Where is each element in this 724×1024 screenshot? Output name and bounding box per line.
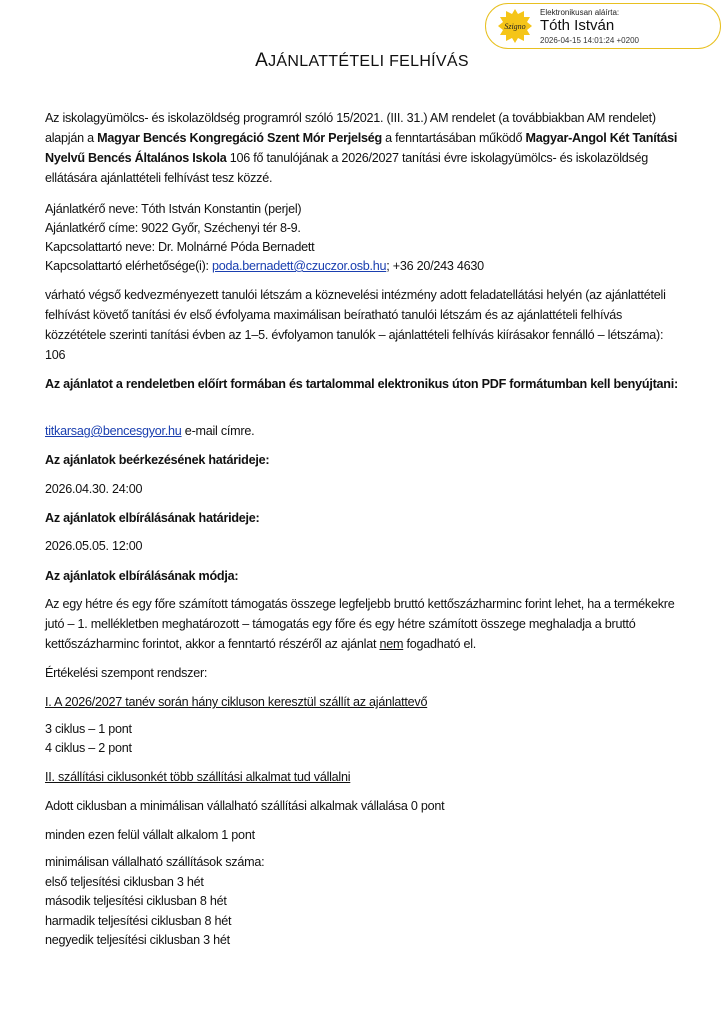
- submission-email-link[interactable]: titkarsag@bencesgyor.hu: [45, 424, 182, 438]
- electronic-signature-badge: [485, 3, 721, 49]
- deadline-heading: Az ajánlatok beérkezésének határideje:: [45, 453, 270, 467]
- contact-person: Kapcsolattartó neve: Dr. Molnárné Póda Bernadett: [45, 240, 315, 254]
- evaluation-deadline-heading: Az ajánlatok elbírálásának határideje:: [45, 511, 260, 525]
- criterion-1-title: I. A 2026/2027 tanév során hány cikluson keresztül szállít az ajánlattevő: [45, 695, 428, 709]
- contact-email-link[interactable]: poda.bernadett@czuczor.osb.hu: [212, 259, 387, 273]
- document-title: AJÁNLATTÉTELI FELHÍVÁS: [255, 50, 469, 71]
- evaluation-method-paragraph: Az egy hétre és egy főre számított támogatás összege legfeljebb bruttó kettőszázharminc forint lehet, ha a termékekre jutó – 1. mellékletben meghatározott – támogatás egy főre és egy hétre számított összege meghaladja a bruttó kettőszázharminc forintot, akkor a fenntartó részéről az ajánlat nem fogadható el.: [45, 597, 675, 651]
- deadline-value: 2026.04.30. 24:00: [45, 482, 143, 496]
- intro-paragraph: Az iskolagyümölcs- és iskolazöldség programról szóló 15/2021. (III. 31.) AM rendelet (a továbbiakban AM rendelet) alapján a Magyar Bencés Kongregáció Szent Mór Perjelség a fenntartásában működő Magyar-Angol Két Tanítási Nyelvű Bencés Általános Iskola 106 fő tanulójának a 2026/2027 tanítási évre iskolagyümölcs- és iskolazöldség ellátására ajánlattételi felhívást tesz közzé.: [45, 111, 678, 185]
- signature-seal-icon: [498, 9, 532, 43]
- list-item: 4 ciklus – 2 pont: [45, 741, 132, 755]
- criterion-2-line-2: minden ezen felül vállalt alkalom 1 pont: [45, 828, 255, 842]
- list-item: első teljesítési ciklusban 3 hét: [45, 874, 204, 889]
- contact-block: [45, 200, 685, 276]
- signer-name: Tóth István: [540, 17, 615, 34]
- evaluation-method-heading: Az ajánlatok elbírálásának módja:: [45, 569, 239, 583]
- signature-label: Elektronikusan aláírta:: [540, 8, 620, 17]
- criterion-2-line-1: Adott ciklusban a minimálisan vállalható szállítási alkalmak vállalása 0 pont: [45, 799, 445, 813]
- submission-email-line: titkarsag@bencesgyor.hu e-mail címre.: [45, 424, 255, 438]
- minimum-deliveries-label: minimálisan vállalható szállítások száma:: [45, 855, 265, 869]
- requester-name: Ajánlatkérő neve: Tóth István Konstantin (perjel): [45, 202, 302, 216]
- submission-note: Az ajánlatot a rendeletben előírt formában és tartalommal elektronikus úton PDF formátumban kell benyújtani:: [45, 377, 678, 391]
- list-item: 3 ciklus – 1 pont: [45, 722, 132, 736]
- list-item: negyedik teljesítési ciklusban 3 hét: [45, 933, 230, 947]
- svg-text:Szigno: Szigno: [504, 22, 526, 31]
- list-item: második teljesítési ciklusban 8 hét: [45, 894, 227, 908]
- evaluation-deadline-value: 2026.05.05. 12:00: [45, 539, 143, 553]
- criterion-2-title: II. szállítási ciklusonkét több szállítási alkalmat tud vállalni: [45, 770, 351, 784]
- list-item: harmadik teljesítési ciklusban 8 hét: [45, 913, 232, 928]
- criterion-1-list: [45, 720, 685, 758]
- student-count-paragraph: várható végső kedvezményezett tanulói létszám a köznevelési intézmény adott feladatellátási helyén (az ajánlattételi felhívást követő tanítási év első évfolyama maximálisan beíratható tanulói létszám és az ajánlattételi felhívás közzététele szerinti tanítási évben az 1–5. évfolyamon tanulók – ajánlattételi felhívás kiírásakor fennálló – létszáma): 106: [45, 288, 666, 362]
- scoring-heading: Értékelési szempont rendszer:: [45, 666, 208, 680]
- contact-reach: Kapcsolattartó elérhetősége(i): poda.bernadett@czuczor.osb.hu; +36 20/243 4630: [45, 259, 484, 273]
- minimum-deliveries-list: [45, 853, 685, 951]
- requester-address: Ajánlatkérő címe: 9022 Győr, Széchenyi tér 8-9.: [45, 221, 301, 235]
- signature-date: 2026-04-15 14:01:24 +0200: [540, 36, 639, 45]
